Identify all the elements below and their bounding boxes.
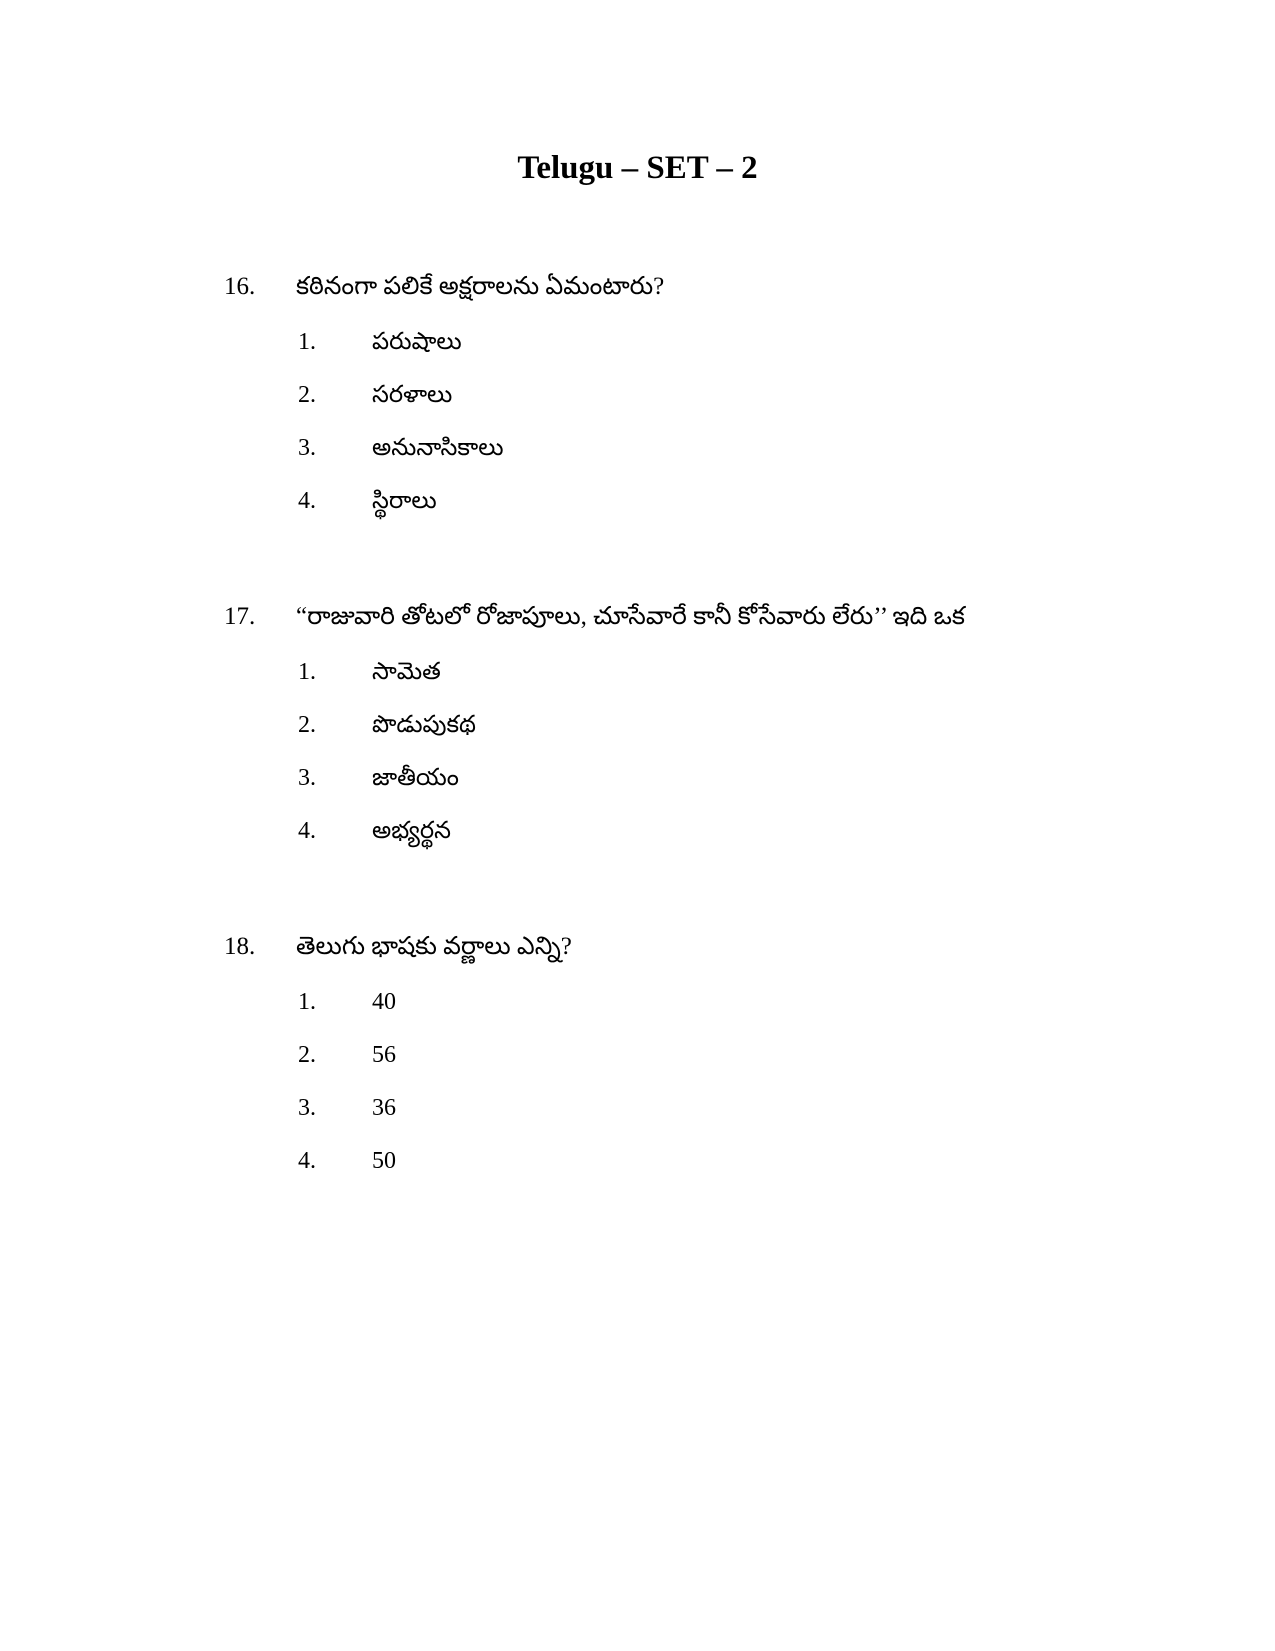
option-number: 1. bbox=[298, 989, 316, 1015]
option-number: 4. bbox=[298, 818, 316, 844]
option-item bbox=[298, 982, 1044, 1035]
question-number: 17. bbox=[224, 603, 256, 630]
question-line bbox=[224, 926, 1044, 968]
question-list bbox=[224, 266, 1044, 1256]
question-text: తెలుగు భాషకు వర్ణాలు ఎన్ని? bbox=[296, 933, 572, 960]
option-item bbox=[298, 1035, 1044, 1088]
option-item bbox=[298, 481, 1044, 534]
option-number: 3. bbox=[298, 435, 316, 461]
option-text: స్థిరాలు bbox=[372, 488, 437, 514]
option-text: అనునాసికాలు bbox=[372, 435, 504, 461]
option-number: 4. bbox=[298, 1148, 316, 1174]
question-17 bbox=[224, 596, 1044, 864]
question-16 bbox=[224, 266, 1044, 534]
option-list bbox=[224, 322, 1044, 534]
option-item bbox=[298, 322, 1044, 375]
question-line bbox=[224, 596, 1044, 638]
option-item bbox=[298, 705, 1044, 758]
option-item bbox=[298, 428, 1044, 481]
page-title: Telugu – SET – 2 bbox=[517, 150, 758, 186]
option-text: సరళాలు bbox=[372, 382, 453, 408]
option-text: 36 bbox=[372, 1095, 396, 1121]
option-number: 4. bbox=[298, 488, 316, 514]
option-text: పరుషాలు bbox=[372, 329, 462, 355]
question-text: కఠినంగా పలికే అక్షరాలను ఏమంటారు? bbox=[296, 273, 665, 300]
option-number: 3. bbox=[298, 765, 316, 791]
option-number: 2. bbox=[298, 382, 316, 408]
question-number: 16. bbox=[224, 273, 256, 300]
option-text: జాతీయం bbox=[372, 765, 459, 791]
option-number: 2. bbox=[298, 712, 316, 738]
option-list bbox=[224, 652, 1044, 864]
question-text: “రాజువారి తోటలో రోజాపూలు, చూసేవారే కానీ కోసేవారు లేరు’’ ఇది ఒక bbox=[296, 603, 965, 630]
option-item bbox=[298, 1088, 1044, 1141]
option-text: 50 bbox=[372, 1148, 396, 1174]
question-18 bbox=[224, 926, 1044, 1194]
option-item bbox=[298, 811, 1044, 864]
option-number: 1. bbox=[298, 659, 316, 685]
option-list bbox=[224, 982, 1044, 1194]
option-text: 56 bbox=[372, 1042, 396, 1068]
option-item bbox=[298, 758, 1044, 811]
option-number: 3. bbox=[298, 1095, 316, 1121]
option-number: 1. bbox=[298, 329, 316, 355]
option-text: అభ్యర్థన bbox=[372, 818, 452, 844]
option-number: 2. bbox=[298, 1042, 316, 1068]
question-line bbox=[224, 266, 1044, 308]
question-number: 18. bbox=[224, 933, 256, 960]
option-text: సామెత bbox=[372, 659, 441, 685]
option-item bbox=[298, 375, 1044, 428]
option-item bbox=[298, 652, 1044, 705]
option-text: పొడుపుకథ bbox=[372, 712, 476, 738]
option-text: 40 bbox=[372, 989, 396, 1015]
option-item bbox=[298, 1141, 1044, 1194]
